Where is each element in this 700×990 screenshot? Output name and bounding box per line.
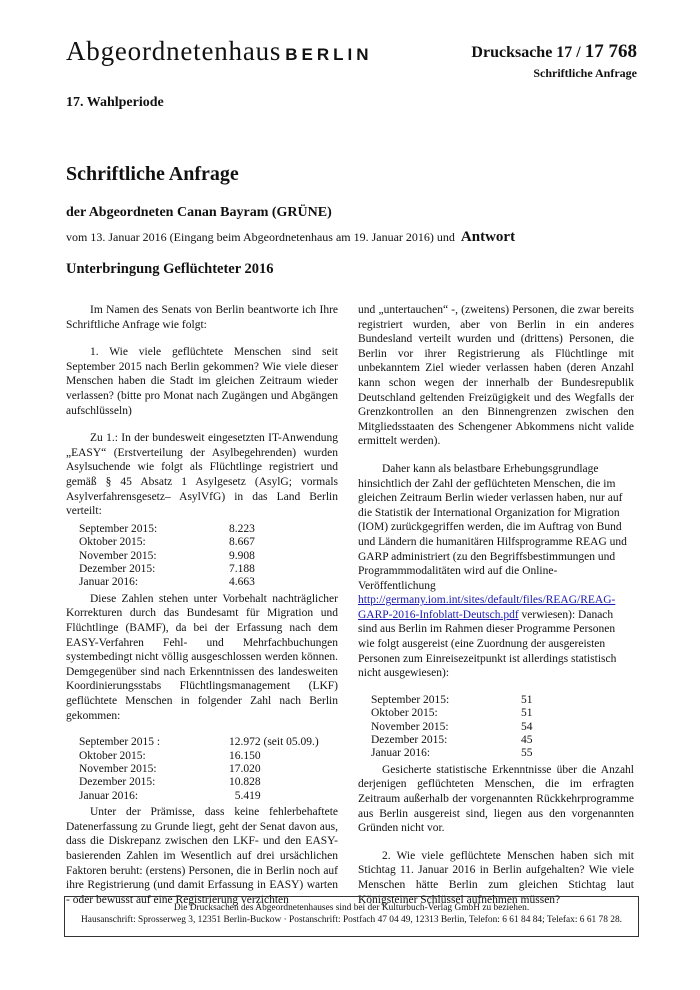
paragraph: Diese Zahlen stehen unter Vorbehalt nachträglicher Korrekturen durch das Bundesamt für Migration und Flüchtlinge (BAMF), da bei der Erfassung nach dem EASY-Verfahren Fehl- und Mehrfachbuchungen systembedingt nicht völlig ausgeschlossen werden können. Demgegenüber sind nach Erkenntnissen des landesweiten Koordinierungsstabs Flüchtlingsmanagement (LKF) geflüchtete Menschen in folgender Zahl nach Berlin gekommen: xyxy=(66,592,338,722)
right-column xyxy=(358,303,634,920)
drucksache-type: Schriftliche Anfrage xyxy=(533,66,637,80)
row-month: November 2015: xyxy=(79,549,157,562)
table-row xyxy=(79,736,319,749)
left-column xyxy=(66,303,338,920)
question-2: 2. Wie viele geflüchtete Menschen haben sich mit Stichtag 11. Januar 2016 in Berlin aufgehalten? Wie viele Menschen hätte Berlin zum gleichen Stichtag laut Königsteiner Schlüssel aufnehmen müssen? xyxy=(358,849,634,906)
parliament-logo xyxy=(66,36,373,67)
table-row xyxy=(79,790,319,803)
row-value: 45 xyxy=(521,734,533,747)
row-value: 12.972 (seit 05.09.) xyxy=(229,736,319,749)
document-subtitle: der Abgeordneten Canan Bayram (GRÜNE) xyxy=(66,205,332,220)
row-month: Januar 2016: xyxy=(371,747,431,760)
document-title: Schriftliche Anfrage xyxy=(66,163,239,185)
row-month: Januar 2016: xyxy=(79,576,139,589)
wahlperiode: 17. Wahlperiode xyxy=(66,95,164,110)
table-row xyxy=(79,536,255,549)
row-month: Dezember 2015: xyxy=(371,734,448,747)
row-value: 51 xyxy=(521,693,533,706)
row-value: 55 xyxy=(521,747,533,760)
drucksache-prefix: Drucksache 17 / xyxy=(471,44,581,61)
row-month: September 2015: xyxy=(371,693,450,706)
table-row xyxy=(79,776,319,789)
logo-berlin-text: BERLIN xyxy=(285,45,373,64)
footer-line-2: Hausanschrift: Sprosserweg 3, 12351 Berlin-Buckow · Postanschrift: Postfach 47 04 49, 12313 Berlin, Telefon: 6 61 84 84; Telefax: 6 61 78 28. xyxy=(81,915,622,925)
date-text: vom 13. Januar 2016 (Eingang beim Abgeordnetenhaus am 19. Januar 2016) und xyxy=(66,230,455,244)
drucksache-id: 17 768 xyxy=(584,41,637,62)
row-value: 9.908 xyxy=(229,549,255,562)
footer-line-1: Die Drucksachen des Abgeordnetenhauses sind bei der Kulturbuch-Verlag GmbH zu beziehen. xyxy=(173,903,530,913)
row-month: September 2015 : xyxy=(79,736,161,749)
drucksache-number xyxy=(471,41,637,63)
footer-box xyxy=(64,896,639,937)
row-month: Oktober 2015: xyxy=(371,707,438,720)
row-value: 16.150 xyxy=(229,749,261,762)
question-1: 1. Wie viele geflüchtete Menschen sind seit September 2015 nach Berlin gekommen? Wie viele dieser Menschen haben die Stadt im gleichen Zeitraum wieder verlassen? (bitte pro Monat nach Zugängen und Abgängen aufschlüsseln) xyxy=(66,346,338,417)
table-row xyxy=(79,523,255,536)
row-month: November 2015: xyxy=(371,720,449,733)
document-topic: Unterbringung Geflüchteter 2016 xyxy=(66,261,274,277)
row-month: Dezember 2015: xyxy=(79,776,156,789)
lkf-arrivals-table xyxy=(79,736,319,803)
row-value: 7.188 xyxy=(229,562,255,575)
row-value: 51 xyxy=(521,707,533,720)
iom-infoblatt-link[interactable]: http://germany.iom.int/sites/default/files/REAG/REAG-GARP-2016-Infoblatt-Deutsch.pdf xyxy=(358,594,616,621)
table-row xyxy=(79,563,255,576)
date-line xyxy=(66,229,515,246)
row-month: November 2015: xyxy=(79,762,157,775)
answer-1-intro: Zu 1.: In der bundesweit eingesetzten IT-Anwendung „EASY“ (Erstverteilung der Asylbegehrenden) wurden Asylsuchende wie folgt als Flüchtlinge registriert und gemäß § 45 Absatz 1 Asylgesetz (AsylG; vormals Asylverfahrensgesetz– AsylVfG) in das Land Berlin verteilt: xyxy=(66,432,338,518)
paragraph: Im Namen des Senats von Berlin beantworte ich Ihre Schriftliche Anfrage wie folgt: xyxy=(66,304,338,331)
table-row xyxy=(79,763,319,776)
iom-departures-table xyxy=(371,694,533,761)
table-row xyxy=(371,707,533,720)
row-value: 10.828 xyxy=(229,776,261,789)
table-row xyxy=(79,576,255,589)
row-month: Oktober 2015: xyxy=(79,536,146,549)
easy-registration-table xyxy=(79,523,255,590)
paragraph-iom xyxy=(358,462,634,681)
row-value: 8.223 xyxy=(229,522,255,535)
row-month: Januar 2016: xyxy=(79,789,139,802)
row-value: 4.663 xyxy=(229,576,255,589)
row-value: 8.667 xyxy=(229,536,255,549)
paragraph-text: verwiesen): Danach sind aus Berlin im Rahmen dieser Programme Personen wie folgt ausgereist (eine Zuordnung der ausgereisten Personen zum Einreisezeitpunkt ist allerdings statistisch nicht ausgewiesen): xyxy=(358,608,617,680)
paragraph-text: Daher kann als belastbare Erhebungsgrundlage hinsichtlich der Zahl der geflüchteten Menschen, die im gleichen Zeitraum Berlin wieder verlassen haben, nur auf die Statistik der International Organization for Migration (IOM) zurückgegriffen werden, die im Auftrag von Bund und Ländern die humanitären Hilfsprogramme REAG und GARP administriert (zu den Begriffsbestimmungen und Programmmodalitäten wird auf die Online-Veröffentlichung xyxy=(358,462,627,592)
logo-main-text: Abgeordnetenhaus xyxy=(66,36,282,66)
antwort-label: Antwort xyxy=(460,229,516,245)
paragraph: Gesicherte statistische Erkenntnisse über die Anzahl derjenigen geflüchteten Menschen, die im erfragten Zeitraum außerhalb der vorgenannten Rückkehrprogramme aus Berlin ausgereist sind, liegen aus den vorgenannten Gründen nicht vor. xyxy=(358,763,634,835)
table-row xyxy=(371,747,533,760)
row-month: September 2015: xyxy=(79,522,158,535)
row-value: 54 xyxy=(521,720,533,733)
table-row xyxy=(371,734,533,747)
row-month: Oktober 2015: xyxy=(79,749,146,762)
row-value: 5.419 xyxy=(229,789,261,802)
row-value: 17.020 xyxy=(229,762,261,775)
table-row xyxy=(371,694,533,707)
paragraph: Unter der Prämisse, dass keine fehlerbehaftete Datenerfassung zu Grunde liegt, geht der Senat davon aus, dass die Diskrepanz zwischen den LKF- und den EASY-basierenden Zahlen im Wesentlich auf drei ursächlichen Faktoren beruht: (erstens) Personen, die in Berlin noch auf ihre Registrierung (und damit Erfassung in EASY) warten - oder bewusst auf eine Registrierung verzichten xyxy=(66,806,338,906)
table-row xyxy=(371,721,533,734)
paragraph: und „untertauchen“ -, (zweitens) Personen, die zwar bereits registriert wurden, aber von Berlin in ein anderes Bundesland verteilt wurden und (drittens) Personen, die Berlin vor ihrer Registrierung als Flüchtlinge mit unbekanntem Ziel wieder verlassen haben (deren Anzahl kann schon wegen der innerhalb der Bundesrepublik Deutschland geltenden Freizügigkeit und des Wegfalls der Grenzkontrollen an den Binnengrenzen zwischen den Mitgliedsstaaten des Schengener Abkommens nicht valide ermittelt werden). xyxy=(358,304,634,448)
table-row xyxy=(79,550,255,563)
row-month: Dezember 2015: xyxy=(79,562,156,575)
table-row xyxy=(79,750,319,763)
